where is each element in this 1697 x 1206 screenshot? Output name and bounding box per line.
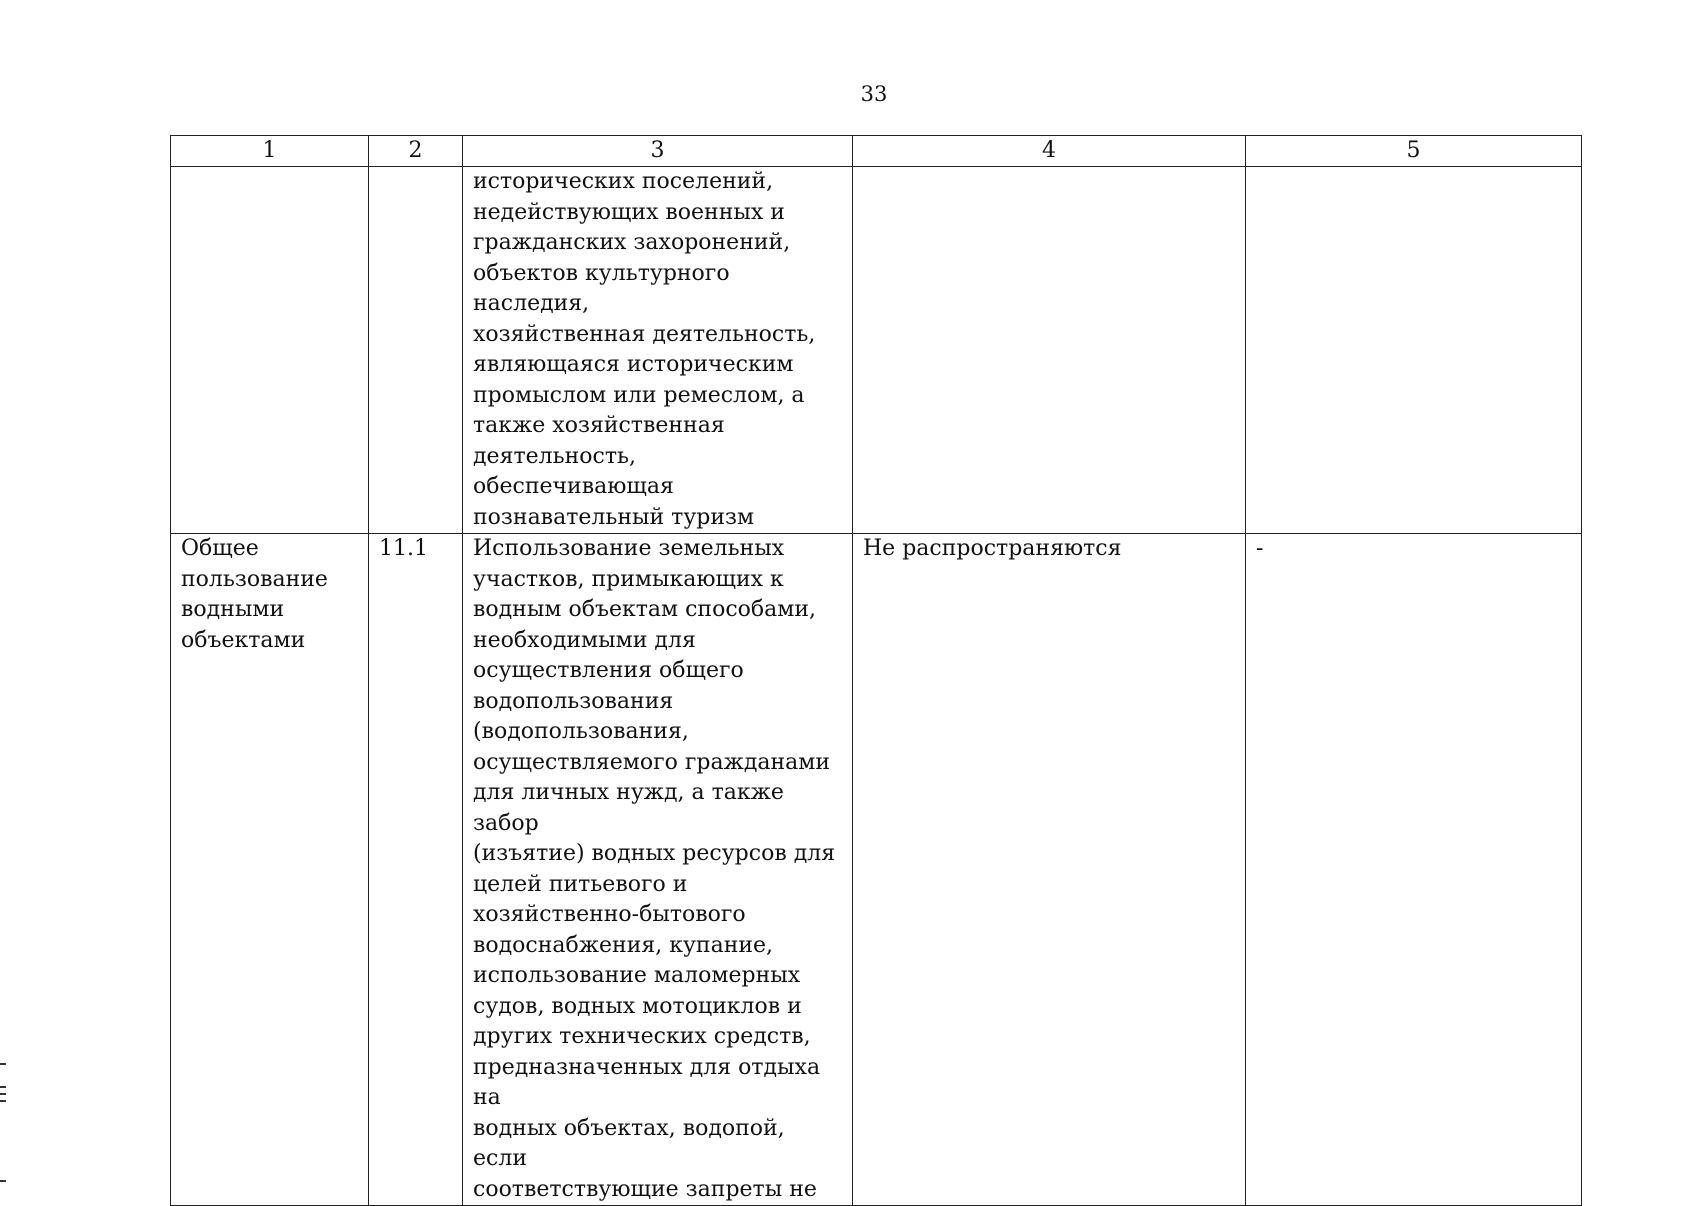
table-row [171, 534, 1582, 1206]
cell-description: исторических поселений, недействующих военных и гражданских захоронений, объектов культурного наследия, хозяйственная деятельность, являющаяся историческим промыслом или ремеслом, а также хозяйственная деятельность, обеспечивающая познавательный туризм [463, 167, 853, 534]
table-row [171, 167, 1582, 534]
cell-col4 [853, 167, 1246, 534]
header-col-4: 4 [853, 136, 1246, 167]
scan-mark [0, 1100, 6, 1102]
cell-col5: - [1246, 534, 1582, 1206]
cell-description: Использование земельных участков, примыкающих к водным объектам способами, необходимыми для осуществления общего водопользования (водопользования, осуществляемого гражданами для личных нужд, а также забор (изъятие) водных ресурсов для целей питьевого и хозяйственно-бытового водоснабжения, купание, использование маломерных судов, водных мотоциклов и других технических средств, предназначенных для отдыха на водных объектах, водопой, если соответствующие запреты не [463, 534, 853, 1206]
cell-land-use-type [171, 167, 369, 534]
page-number: 33 [860, 82, 888, 106]
cell-col5 [1246, 167, 1582, 534]
cell-land-use-type: Общее пользование водными объектами [171, 534, 369, 1206]
header-col-1: 1 [171, 136, 369, 167]
scan-mark [0, 1180, 6, 1182]
table-header-row [171, 136, 1582, 167]
scan-mark [0, 1093, 6, 1095]
header-col-5: 5 [1246, 136, 1582, 167]
cell-col4: Не распространяются [853, 534, 1246, 1206]
header-col-2: 2 [369, 136, 463, 167]
scan-mark [0, 1063, 6, 1065]
scan-mark [0, 1086, 6, 1088]
header-col-3: 3 [463, 136, 853, 167]
regulations-table [170, 135, 1582, 1206]
cell-code: 11.1 [369, 534, 463, 1206]
cell-code [369, 167, 463, 534]
